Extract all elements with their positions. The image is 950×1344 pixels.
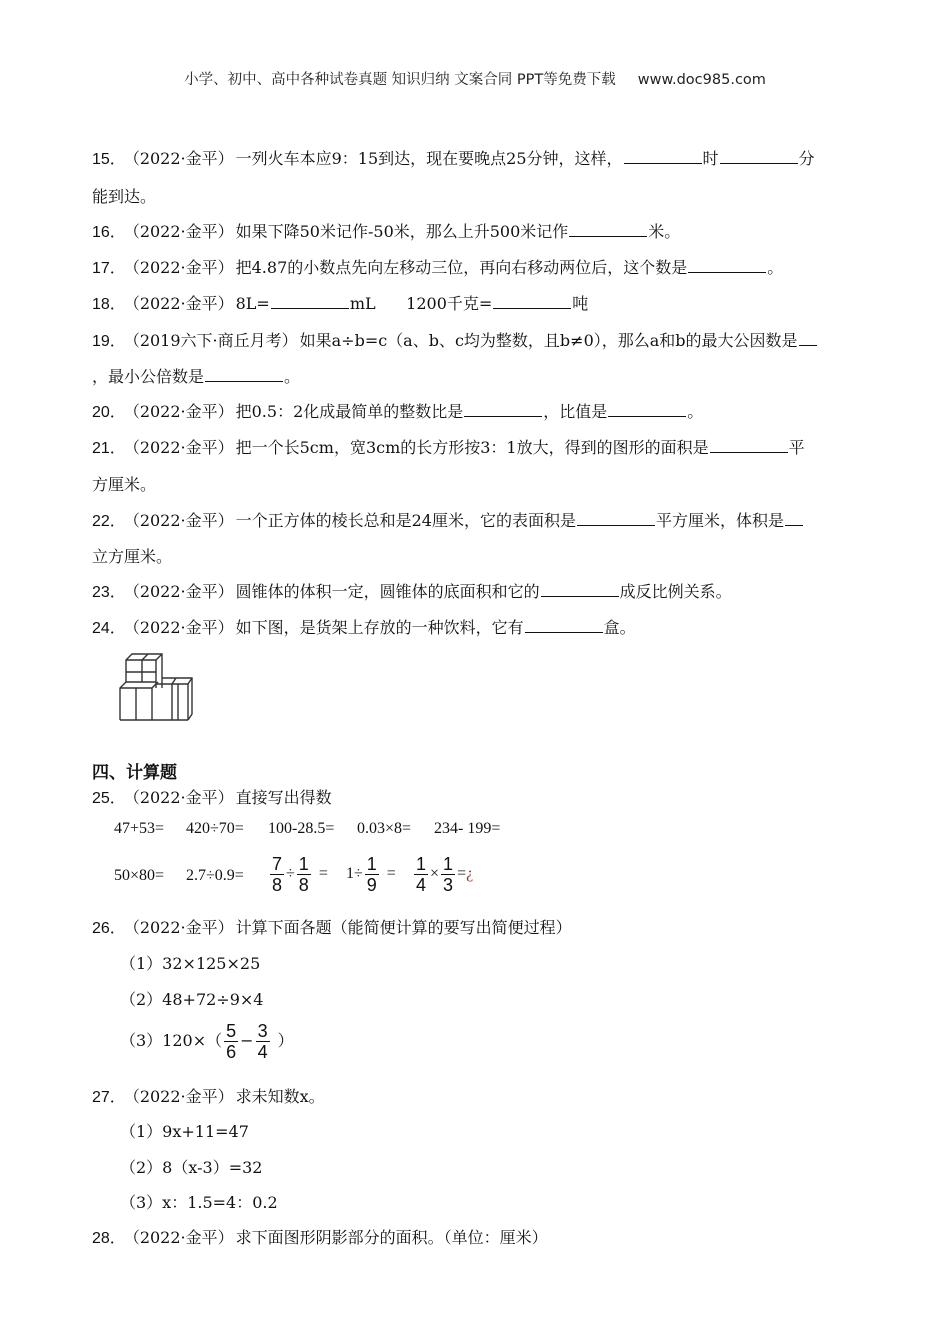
question-source: （2022·金平） — [131, 511, 234, 530]
sub-question: （2）8（x-3）=32 — [120, 1158, 263, 1177]
sub-question: （2）48+72÷9×4 — [120, 990, 264, 1009]
question-text: 如果a÷b=c（a、b、c均为整数，且b≠0），那么a和b的最大公因数是 — [299, 331, 798, 350]
question-21-cont: 方厘米。 — [92, 475, 157, 494]
calc-item: 0.03×8= — [357, 820, 412, 837]
answer-blank[interactable] — [799, 329, 817, 346]
question-number: 19． — [92, 333, 126, 350]
question-22 — [92, 508, 804, 531]
numerator: 5 — [226, 1021, 237, 1041]
numerator: 3 — [257, 1021, 268, 1041]
question-number: 25． — [92, 790, 126, 807]
question-text: 。 — [687, 402, 704, 421]
page-header — [0, 68, 950, 89]
question-text: 求未知数x。 — [235, 1087, 325, 1106]
numerator: 1 — [416, 854, 427, 874]
denominator: 4 — [416, 875, 427, 895]
question-21 — [92, 435, 805, 458]
answer-blank[interactable] — [525, 616, 603, 633]
question-source: （2022·金平） — [131, 918, 234, 937]
fraction-expression — [268, 854, 328, 895]
question-text: 把0.5：2化成最简单的整数比是 — [235, 402, 464, 421]
fraction — [224, 1021, 238, 1062]
question-28 — [92, 1225, 548, 1248]
question-19-cont — [92, 364, 300, 387]
fraction — [270, 854, 284, 895]
sub-question-fraction — [120, 1021, 294, 1062]
fraction — [365, 854, 379, 895]
question-source: （2022·金平） — [131, 402, 234, 421]
fraction-expression — [346, 854, 396, 895]
question-18 — [92, 291, 588, 314]
question-text: 求下面图形阴影部分的面积。（单位：厘米） — [235, 1228, 548, 1247]
question-source: （2022·金平） — [131, 618, 234, 637]
question-26 — [92, 915, 572, 938]
question-source: （2022·金平） — [131, 294, 234, 313]
denominator: 4 — [257, 1042, 268, 1062]
question-text: 成反比例关系。 — [619, 582, 732, 601]
question-text: 如果下降50米记作-50米，那么上升500米记作 — [235, 222, 569, 241]
question-text: 一个正方体的棱长总和是24厘米，它的表面积是 — [235, 511, 576, 530]
stacked-boxes-figure — [116, 648, 196, 724]
denominator: 9 — [366, 875, 377, 895]
denominator: 8 — [298, 875, 309, 895]
question-text: 平 — [788, 438, 805, 457]
question-text: 一列火车本应9：15到达，现在要晚点25分钟，这样， — [235, 149, 623, 168]
question-number: 22． — [92, 513, 126, 530]
operator: ÷ — [286, 865, 295, 883]
equals: = — [386, 865, 396, 883]
question-source: （2019六下·商丘月考） — [131, 331, 298, 350]
fraction-expression — [412, 854, 473, 895]
sub-question: （1）32×125×25 — [120, 954, 261, 973]
calc-item: 50×80= — [114, 867, 165, 884]
question-text: 。 — [284, 367, 301, 386]
question-16 — [92, 219, 680, 242]
question-27 — [92, 1084, 325, 1107]
question-17 — [92, 255, 783, 278]
question-19 — [92, 328, 818, 351]
question-text: 时 — [702, 149, 719, 168]
question-15 — [92, 146, 815, 169]
question-22-cont: 立方厘米。 — [92, 547, 173, 566]
question-text: 。 — [767, 258, 784, 277]
answer-blank[interactable] — [569, 220, 647, 237]
question-23 — [92, 579, 732, 602]
question-text: ，比值是 — [543, 402, 608, 421]
sub-question: （3）x：1.5=4：0.2 — [120, 1193, 278, 1212]
question-number: 28． — [92, 1230, 126, 1247]
question-source: （2022·金平） — [131, 788, 234, 807]
question-source: （2022·金平） — [131, 438, 234, 457]
question-24 — [92, 615, 636, 638]
fraction — [297, 854, 311, 895]
question-source: （2022·金平） — [131, 1228, 234, 1247]
answer-blank[interactable] — [785, 509, 803, 526]
question-number: 21． — [92, 440, 126, 457]
question-20 — [92, 399, 703, 422]
question-number: 15． — [92, 151, 126, 168]
question-source: （2022·金平） — [131, 1087, 234, 1106]
question-text: 分 — [798, 149, 815, 168]
numerator: 1 — [298, 854, 309, 874]
question-number: 26． — [92, 920, 126, 937]
answer-blank[interactable] — [493, 292, 571, 309]
calc-item: 234- 199= — [434, 820, 501, 837]
operator: × — [430, 865, 440, 883]
question-text: 计算下面各题（能简便计算的要写出简便过程） — [235, 918, 572, 937]
fraction — [441, 854, 455, 895]
calc-item: 2.7÷0.9= — [186, 867, 244, 884]
question-15-cont: 能到达。 — [92, 187, 157, 206]
answer-blank[interactable] — [688, 256, 766, 273]
question-number: 18． — [92, 296, 126, 313]
question-text: 平方厘米，体积是 — [656, 511, 785, 530]
answer-blank[interactable] — [710, 436, 788, 453]
question-text: 米。 — [648, 222, 681, 241]
question-text: 吨 — [572, 294, 589, 313]
answer-blank[interactable] — [577, 509, 655, 526]
answer-blank[interactable] — [720, 147, 798, 164]
denominator: 6 — [226, 1042, 237, 1062]
numerator: 1 — [443, 854, 454, 874]
question-source: （2022·金平） — [131, 582, 234, 601]
equals: = — [318, 865, 328, 883]
question-number: 16． — [92, 224, 126, 241]
question-number: 27． — [92, 1089, 126, 1106]
denominator: 8 — [272, 875, 283, 895]
fraction — [414, 854, 428, 895]
question-text: 如下图，是货架上存放的一种饮料，它有 — [235, 618, 524, 637]
calc-item: 47+53= — [114, 820, 165, 837]
question-text: 直接写出得数 — [235, 788, 332, 807]
question-text: mL 1200千克= — [349, 294, 493, 313]
question-text: 圆锥体的体积一定，圆锥体的底面积和它的 — [235, 582, 540, 601]
sub-question-text: （3）120×（ — [120, 1031, 223, 1050]
header-text: 小学、初中、高中各种试卷真题 知识归纳 文案合同 PPT等免费下载 — [184, 72, 616, 88]
question-number: 17． — [92, 260, 126, 277]
question-number: 24． — [92, 620, 126, 637]
question-text: 8L= — [235, 294, 270, 313]
question-source: （2022·金平） — [131, 149, 234, 168]
denominator: 3 — [443, 875, 454, 895]
answer-blank[interactable] — [271, 292, 349, 309]
question-text: 盒。 — [603, 618, 636, 637]
fraction — [256, 1021, 270, 1062]
operator: 1÷ — [346, 865, 363, 883]
question-text: ，最小公倍数是 — [92, 367, 205, 386]
sub-question: （1）9x+11=47 — [120, 1122, 249, 1141]
sub-question-text: ） — [277, 1031, 294, 1050]
question-number: 23． — [92, 584, 126, 601]
answer-blank[interactable] — [624, 147, 702, 164]
question-25 — [92, 785, 332, 808]
question-source: （2022·金平） — [131, 258, 234, 277]
question-text: 把4.87的小数点先向左移动三位，再向右移动两位后，这个数是 — [235, 258, 688, 277]
numerator: 7 — [272, 854, 283, 874]
section-title: 四、计算题 — [92, 763, 177, 783]
answer-blank[interactable] — [205, 365, 283, 382]
question-source: （2022·金平） — [131, 222, 234, 241]
answer-blank[interactable] — [541, 580, 619, 597]
numerator: 1 — [366, 854, 377, 874]
calc-item: 100-28.5= — [268, 820, 335, 837]
question-number: 20． — [92, 404, 126, 421]
answer-blank[interactable] — [608, 400, 686, 417]
operator: − — [240, 1031, 254, 1050]
header-site: www.doc985.com — [637, 72, 766, 88]
equals: = — [457, 865, 467, 883]
placeholder-glyph: ¿ — [466, 865, 474, 883]
calc-item: 420÷70= — [186, 820, 244, 837]
question-text: 把一个长5cm，宽3cm的长方形按3：1放大，得到的图形的面积是 — [235, 438, 709, 457]
answer-blank[interactable] — [464, 400, 542, 417]
